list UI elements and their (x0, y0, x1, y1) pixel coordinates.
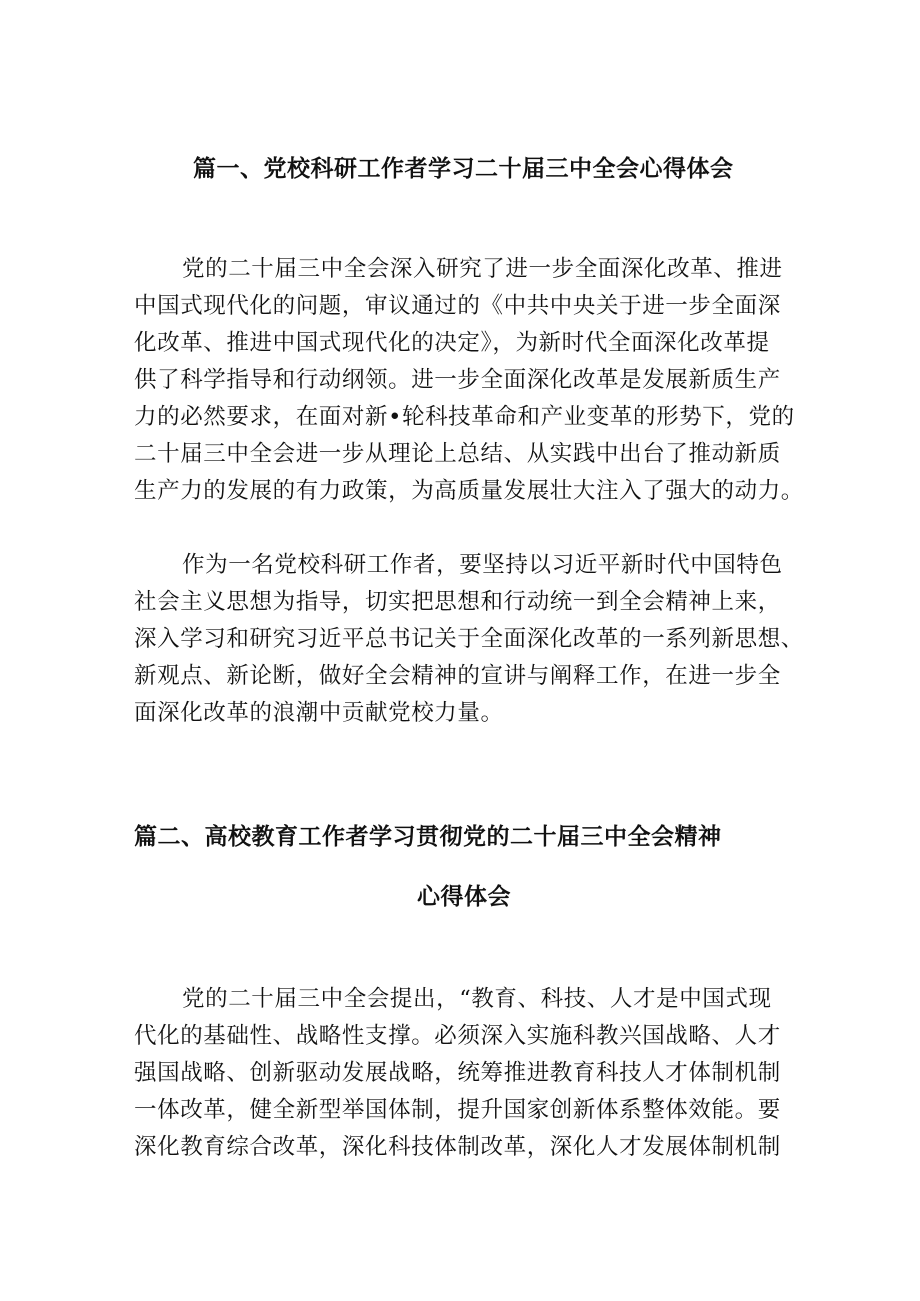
text-line: 二十届三中全会进一步从理论上总结、从实践中出台了推动新质 (134, 441, 781, 467)
section-1-paragraph-1 (134, 251, 804, 510)
text-line: 深入学习和研究习近平总书记关于全面深化改革的一系列新思想、 (134, 626, 804, 652)
text-line: 新观点、新论断，做好全会精神的宣讲与阐释工作，在进一步全 (134, 663, 781, 689)
text-line: 一体改革，健全新型举国体制，提升国家创新体系整体效能。要 (134, 1097, 781, 1123)
text-line: 深化教育综合改革，深化科技体制改革，深化人才发展体制机制 (134, 1134, 781, 1160)
text-line: 力的必然要求，在面对新•轮科技革命和产业变革的形势下，党的 (134, 404, 795, 430)
text-line: 作为一名党校科研工作者，要坚持以习近平新时代中国特色 (182, 552, 783, 578)
text-line: 中国式现代化的问题，审议通过的《中共中央关于进一步全面深 (134, 293, 781, 319)
section-1-title: 篇一、党校科研工作者学习二十届三中全会心得体会 (193, 155, 734, 182)
text-line: 党的二十届三中全会深入研究了进一步全面深化改革、推进 (182, 256, 783, 282)
text-line: 党的二十届三中全会提出，“教育、科技、人才是中国式现 (182, 986, 772, 1012)
section-2-title-line-2: 心得体会 (417, 883, 511, 910)
text-line: 化改革、推进中国式现代化的决定》，为新时代全面深化改革提 (134, 330, 770, 356)
text-line: 社会主义思想为指导，切实把思想和行动统一到全会精神上来， (134, 589, 781, 615)
section-2-paragraph-1 (134, 981, 794, 1166)
text-line: 生产力的发展的有力政策，为高质量发展壮大注入了强大的动力。 (134, 478, 804, 504)
text-line: 供了科学指导和行动纲领。进一步全面深化改革是发展新质生产 (134, 367, 781, 393)
section-2-title-line-1: 篇二、高校教育工作者学习贯彻党的二十届三中全会精神 (134, 823, 722, 850)
text-line: 强国战略、创新驱动发展战略，统筹推进教育科技人才体制机制 (134, 1060, 781, 1086)
text-line: 代化的基础性、战略性支撑。必须深入实施科教兴国战略、人才 (134, 1023, 781, 1049)
section-1-paragraph-2 (134, 547, 804, 732)
text-line: 面深化改革的浪潮中贡献党校力量。 (134, 700, 504, 726)
